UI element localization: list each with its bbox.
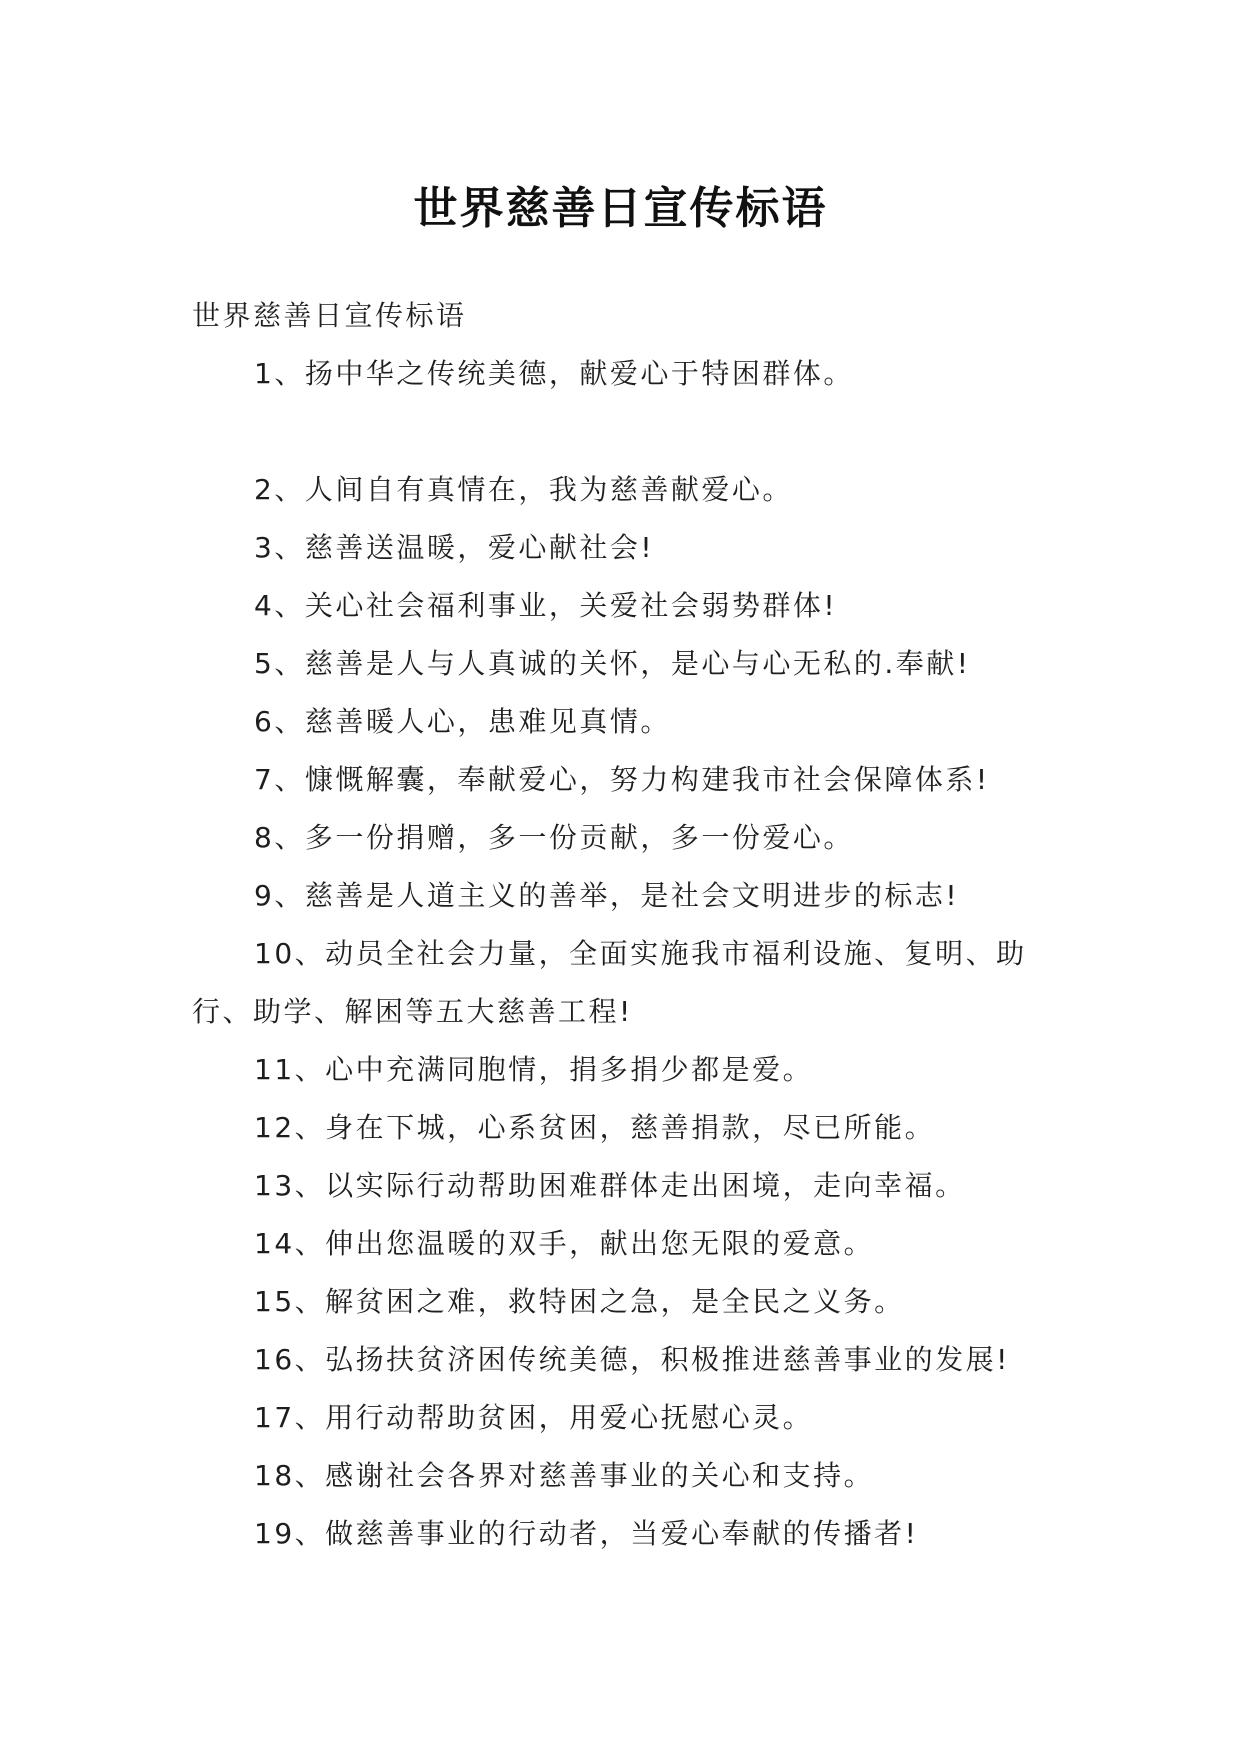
slogan-item-3: 3、慈善送温暖，爱心献社会!: [254, 531, 655, 564]
slogan-item-4: 4、关心社会福利事业，关爱社会弱势群体!: [254, 589, 838, 622]
blank-line: [192, 403, 1072, 461]
slogan-item-8: 8、多一份捐赠，多一份贡献，多一份爱心。: [254, 821, 854, 854]
slogan-item-12: 12、身在下城，心系贫困，慈善捐款，尽已所能。: [254, 1111, 936, 1144]
document-body: [192, 287, 1072, 1563]
slogan-item-18: 18、感谢社会各界对慈善事业的关心和支持。: [254, 1459, 875, 1492]
document-subtitle: 世界慈善日宣传标语: [192, 299, 467, 332]
slogan-item-9: 9、慈善是人道主义的善举，是社会文明进步的标志!: [254, 879, 960, 912]
slogan-item-13: 13、以实际行动帮助困难群体走出困境，走向幸福。: [254, 1169, 966, 1202]
slogan-item-1: 1、扬中华之传统美德，献爱心于特困群体。: [254, 357, 854, 390]
slogan-item-17: 17、用行动帮助贫困，用爱心抚慰心灵。: [254, 1401, 814, 1434]
slogan-item-19: 19、做慈善事业的行动者，当爱心奉献的传播者!: [254, 1517, 919, 1550]
slogan-item-16: 16、弘扬扶贫济困传统美德，积极推进慈善事业的发展!: [254, 1343, 1010, 1376]
slogan-item-10: 10、动员全社会力量，全面实施我市福利设施、复明、助行、助学、解困等五大慈善工程!: [192, 937, 1027, 1028]
slogan-item-15: 15、解贫困之难，救特困之急，是全民之义务。: [254, 1285, 905, 1318]
slogan-item-11: 11、心中充满同胞情，捐多捐少都是爱。: [254, 1053, 814, 1086]
slogan-item-6: 6、慈善暖人心，患难见真情。: [254, 705, 671, 738]
slogan-item-2: 2、人间自有真情在，我为慈善献爱心。: [254, 473, 793, 506]
slogan-item-5: 5、慈善是人与人真诚的关怀，是心与心无私的.奉献!: [254, 647, 971, 680]
slogan-item-7: 7、慷慨解囊，奉献爱心，努力构建我市社会保障体系!: [254, 763, 990, 796]
document-title: 世界慈善日宣传标语: [413, 183, 828, 235]
slogan-item-14: 14、伸出您温暖的双手，献出您无限的爱意。: [254, 1227, 875, 1260]
